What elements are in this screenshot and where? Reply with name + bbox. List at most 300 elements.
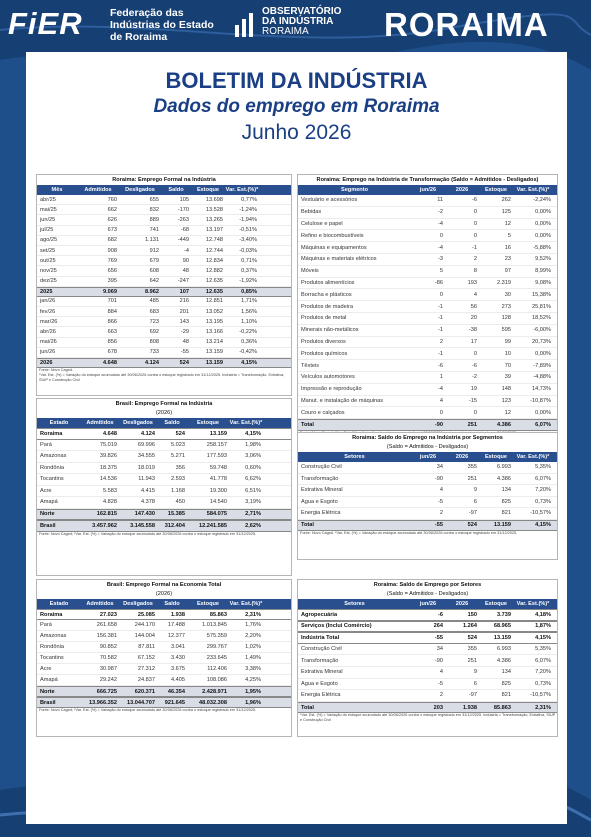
column-header: Setores (344, 601, 365, 607)
table-cell: 3.145.558 (130, 522, 155, 529)
table-cell: 48.032.308 (199, 699, 227, 706)
table-cell: 912 (149, 247, 159, 254)
t_rr_seg-subtitle: (Saldo = Admitidos - Desligados) (386, 444, 469, 450)
table-cell: Veículos automotores (301, 374, 355, 381)
table-row (298, 462, 557, 474)
obs-line: RORAIMA (262, 26, 309, 37)
table-cell: Rondônia (40, 644, 64, 650)
table-cell: 2 (439, 338, 443, 345)
table-cell: Transformação (301, 657, 339, 664)
table-cell: 13.166 (205, 329, 223, 336)
table-row (298, 644, 557, 656)
table-cell: 0,00% (535, 232, 551, 239)
table-cell: 12.748 (205, 237, 223, 244)
table-cell: 273 (501, 303, 511, 310)
table-cell: 2,62% (245, 522, 261, 529)
table-row (37, 609, 291, 620)
table-cell: 4.648 (103, 360, 117, 367)
table-cell: 0 (439, 291, 443, 298)
table-cell: 27.023 (99, 611, 117, 618)
fed-line: Indústrias do Estado (110, 19, 214, 31)
table-cell: Bebidas (301, 209, 322, 216)
table-cell: 12.834 (205, 257, 223, 264)
column-header: Admitidos (86, 420, 114, 426)
table-cell: -68 (180, 227, 189, 234)
table-cell: 8.962 (145, 288, 159, 295)
table-cell: 12.635 (205, 288, 223, 295)
table-cell: 866 (107, 318, 117, 325)
table-cell: 48 (182, 267, 189, 274)
column-header: jun/26 (419, 187, 437, 193)
table-cell: 8,99% (535, 268, 551, 275)
table-cell: 2.319 (497, 279, 511, 286)
table-cell: -449 (177, 237, 189, 244)
table-cell: Total (301, 522, 314, 529)
table-cell: 17.488 (167, 622, 185, 628)
table-cell: Agropecuária (301, 611, 338, 618)
table-cell: 4.828 (103, 499, 117, 506)
table-row (37, 428, 291, 440)
table-cell: 1.168 (171, 487, 185, 494)
table-cell: 1,95% (245, 688, 261, 695)
table-row (37, 358, 291, 368)
table-cell: -55 (434, 634, 443, 641)
table-row (37, 195, 291, 205)
table-cell: -0,03% (239, 247, 257, 254)
table-cell: ago/25 (40, 237, 58, 244)
table-cell: Celulose e papel (301, 220, 343, 227)
table-cell: 48 (182, 339, 189, 346)
t_br_eco-title: Brasil: Emprego Formal na Economia Total (106, 582, 222, 588)
column-header: Saldo (168, 187, 184, 193)
table-cell: -3,40% (239, 237, 257, 244)
table-cell: Minerais não-metálicos (301, 327, 359, 334)
table-cell: 608 (149, 267, 159, 274)
table-cell: 18.019 (137, 464, 155, 471)
t_br_ind-subtitle: (2026) (155, 410, 173, 416)
table-cell: 13.195 (205, 318, 223, 325)
table-cell: jan/26 (40, 298, 56, 305)
table-cell: 56 (470, 303, 477, 310)
observatory-name (262, 7, 341, 37)
table-row (298, 419, 557, 431)
table-cell: 123 (501, 397, 511, 404)
table-cell: Energia Elétrica (301, 510, 341, 517)
table-cell: 30 (504, 291, 511, 298)
table-cell: -1 (438, 350, 443, 357)
table-row (298, 667, 557, 679)
table-cell: 0 (473, 350, 477, 357)
table-cell: 15,38% (532, 291, 551, 298)
table-cell: 13.159 (205, 360, 223, 367)
table-row (298, 497, 557, 509)
column-header: jun/26 (419, 601, 437, 607)
table-cell: 0,00% (535, 350, 551, 357)
table-cell: Água e Esgoto (301, 680, 338, 687)
table-row (37, 246, 291, 256)
table-cell: 85.863 (493, 704, 511, 711)
table-cell: 264 (433, 623, 443, 630)
table-cell: 4.405 (171, 677, 185, 683)
table-cell: 97 (504, 268, 511, 275)
table-cell: 39 (504, 374, 511, 381)
table-cell: -1,24% (239, 206, 257, 213)
table-cell: -5 (438, 498, 443, 505)
table-cell: 701 (107, 298, 117, 305)
column-header: Var. Est.(%)* (225, 187, 259, 193)
table-cell: 1.264 (463, 623, 477, 630)
table-cell: 99 (504, 338, 511, 345)
table-row (298, 702, 557, 714)
table-row (298, 396, 557, 408)
table-cell: 355 (467, 646, 477, 653)
fed-line: Federação das (110, 7, 184, 19)
table-cell: 4 (439, 487, 443, 494)
table-cell: -90 (434, 422, 443, 429)
table-cell: 13.528 (205, 206, 223, 213)
table-cell: 262 (501, 197, 511, 204)
table-cell: Pará (40, 441, 52, 448)
table-footnote: Fonte: Novo Caged; *Var. Est. (%) = Variação do estoque acumulado até 30/06/2026 contra o estoque registrado em 31/12/2025. (39, 531, 257, 536)
table-cell: dez/25 (40, 278, 57, 285)
table-cell: 0,71% (241, 257, 257, 264)
table-cell: Construção Civil (301, 464, 342, 471)
table-cell: 656 (107, 267, 117, 274)
table-cell: Roraima (40, 611, 63, 618)
table-cell: abr/25 (40, 196, 56, 203)
table-row (37, 266, 291, 276)
table-cell: 105 (179, 196, 189, 203)
table-brazil-industry-states (36, 398, 292, 576)
table-cell: Extrativa Mineral (301, 669, 343, 676)
table-cell: 13.159 (493, 634, 511, 641)
table-cell: Refino e biocombustíveis (301, 232, 364, 239)
table-cell: 19.300 (209, 487, 227, 494)
table-cell: 0,60% (245, 464, 261, 471)
table-cell: 3.675 (171, 666, 185, 672)
table-cell: -10,57% (530, 692, 551, 699)
table-cell: Couro e calçados (301, 409, 345, 416)
table-cell: 12.851 (205, 298, 223, 305)
table-cell: -55 (180, 349, 189, 356)
table-roraima-sectors (297, 579, 558, 737)
table-row (37, 226, 291, 236)
column-header: Segmento (340, 187, 369, 193)
table-cell: nov/25 (40, 267, 57, 274)
t_rr_seg-header-row (298, 452, 557, 462)
table-row (298, 632, 557, 644)
table-cell: -4 (438, 386, 443, 393)
table-row (298, 325, 557, 337)
table-cell: 884 (107, 308, 117, 315)
observatory-logo-icon (232, 11, 258, 39)
table-cell: 12.241.585 (199, 522, 227, 529)
state-name: RORAIMA (384, 6, 549, 43)
t_rr_set-subtitle: (Saldo = Admitidos - Desligados) (386, 591, 469, 597)
table-cell: 24.837 (137, 677, 155, 683)
table-cell: 620.371 (134, 688, 155, 695)
table-cell: 108.086 (206, 677, 227, 683)
table-cell: -263 (177, 216, 189, 223)
table-cell: -38 (468, 327, 477, 334)
table-cell: 595 (501, 327, 511, 334)
table-cell: Norte (40, 688, 55, 695)
table-cell: Máquinas e materiais elétricos (301, 256, 377, 263)
column-header: Var. Est.(%)* (516, 187, 550, 193)
table-cell: 0,85% (241, 288, 257, 295)
table-cell: 14.536 (99, 476, 117, 483)
table-footnote: Fonte: Novo Caged; *Var. Est. (%) = Variação do estoque acumulado até 30/06/2026 contra o estoque registrado em 31/12/2025. (39, 708, 257, 712)
column-header: Setores (344, 454, 365, 460)
obs-line: DA INDÚSTRIA (262, 16, 334, 27)
table-cell: 244.170 (134, 622, 155, 628)
table-cell: 9,52% (535, 256, 551, 263)
table-cell: 70 (504, 362, 511, 369)
table-cell: 5,35% (535, 464, 551, 471)
table-cell: 1,96% (245, 699, 261, 706)
table-cell: 34 (436, 646, 443, 653)
table-cell: 3.739 (497, 611, 511, 618)
table-cell: 67.152 (137, 655, 155, 661)
t_br_eco-header-row (37, 599, 291, 609)
table-cell: 6.993 (497, 464, 511, 471)
table-row (37, 287, 291, 297)
table-cell: -6,00% (533, 327, 551, 334)
table-cell: 2 (439, 692, 443, 699)
table-cell: 25,81% (532, 303, 551, 310)
table-row (298, 313, 557, 325)
table-cell: Tocantins (40, 476, 64, 483)
column-header: Mês (51, 187, 63, 193)
table-cell: Brasil (40, 522, 56, 529)
column-header: Var. Est.(%)* (516, 601, 550, 607)
table-cell: 203 (433, 704, 443, 711)
column-header: Var. Est.(%)* (229, 420, 263, 426)
table-cell: Norte (40, 511, 55, 518)
table-cell: -247 (177, 278, 189, 285)
table-cell: Indústria Total (301, 634, 340, 641)
table-row (37, 338, 291, 348)
table-cell: 68.965 (493, 623, 511, 630)
table-cell: Serviços (Inclui Comércio) (301, 623, 372, 630)
table-cell: 4 (473, 291, 477, 298)
table-cell: 673 (107, 227, 117, 234)
table-row (37, 664, 291, 675)
table-cell: Água e Esgoto (301, 498, 338, 505)
table-cell: 59.748 (209, 464, 227, 471)
table-row (37, 317, 291, 327)
table-cell: 13.052 (205, 308, 223, 315)
table-footnote: Fonte: Novo Caged. (39, 368, 73, 373)
table-row (298, 485, 557, 497)
table-cell: 5 (507, 232, 511, 239)
table-cell: 2.593 (171, 476, 185, 483)
table-cell: -29 (180, 329, 189, 336)
table-row (298, 266, 557, 278)
table-row (37, 348, 291, 358)
table-cell: Pará (40, 622, 52, 628)
table-cell: 666.725 (96, 688, 117, 695)
table-cell: 0 (439, 232, 443, 239)
table-cell: -97 (468, 510, 477, 517)
table-cell: Amazonas (40, 453, 67, 460)
table-cell: 2 (439, 510, 443, 517)
table-cell: -0,42% (239, 349, 257, 356)
table-cell: Amazonas (40, 633, 67, 639)
table-cell: Amapá (40, 499, 58, 506)
table-row (37, 642, 291, 653)
column-header: Estoque (196, 187, 220, 193)
table-cell: 4.124 (141, 430, 155, 437)
table-row (298, 219, 557, 231)
table-row (37, 277, 291, 287)
table-cell: 524 (467, 634, 477, 641)
table-cell: 143 (179, 318, 189, 325)
table-row (298, 690, 557, 702)
table-cell: Produtos de madeira (301, 303, 353, 310)
table-cell: 683 (149, 308, 159, 315)
table-cell: -0,51% (239, 227, 257, 234)
table-row (298, 474, 557, 486)
table-cell: 679 (149, 257, 159, 264)
column-header: Estoque (484, 601, 508, 607)
table-cell: 299.767 (206, 644, 227, 650)
table-cell: 233.645 (206, 655, 227, 661)
table-cell: Amapá (40, 677, 58, 683)
table-cell: 485 (149, 298, 159, 305)
table-cell: -2,24% (533, 197, 551, 204)
t_seg-header-row (298, 185, 557, 195)
table-cell: 107 (179, 288, 189, 295)
table-cell: 1,49% (245, 655, 261, 661)
table-cell: mar/26 (40, 318, 58, 325)
table-cell: 6.993 (497, 646, 511, 653)
column-header: Saldo (164, 601, 180, 607)
table-cell: 682 (107, 237, 117, 244)
table-row (37, 297, 291, 307)
table-row (298, 301, 557, 313)
table-cell: 144.004 (134, 633, 155, 639)
table-cell: 12 (504, 220, 511, 227)
table-cell: 12.377 (167, 633, 185, 639)
table-cell: 1,71% (241, 298, 257, 305)
t_rr_set-header-row (298, 599, 557, 609)
table-cell: -4 (438, 220, 443, 227)
table-cell: Brasil (40, 699, 56, 706)
t_rr-title: Roraima: Emprego Formal na Indústria (112, 177, 216, 183)
table-cell: -4 (438, 244, 443, 251)
table-cell: Acre (40, 666, 52, 672)
table-cell: Produtos diversos (301, 338, 346, 345)
table-cell: 34 (436, 464, 443, 471)
table-cell: 2.428.971 (202, 688, 227, 695)
page-header (0, 0, 591, 52)
table-cell: 134 (501, 487, 511, 494)
column-header: Estoque (196, 601, 220, 607)
table-cell: 1 (439, 374, 443, 381)
table-cell: 2026 (40, 360, 53, 367)
column-header: Desligados (123, 420, 153, 426)
table-cell: 1,87% (535, 623, 551, 630)
column-header: Estoque (484, 454, 508, 460)
table-row (298, 360, 557, 372)
t_rr_seg-title: Roraima: Saldo do Emprego na Indústria por Segmentos (352, 435, 503, 441)
table-cell: 13.044.707 (127, 699, 155, 706)
table-cell: 692 (149, 329, 159, 336)
table-cell: -6 (472, 362, 477, 369)
table-cell: 150 (467, 611, 477, 618)
table-cell: 148 (501, 386, 511, 393)
table-cell: Acre (40, 487, 52, 494)
table-cell: 156.381 (96, 633, 117, 639)
table-cell: 5.271 (171, 453, 185, 460)
table-cell: 524 (179, 360, 189, 367)
table-cell: 8 (473, 268, 477, 275)
table-cell: 0,73% (535, 680, 551, 687)
table-row (37, 520, 291, 532)
fed-line: de Roraima (110, 31, 168, 43)
table-cell: 16 (504, 244, 511, 251)
column-header: Estoque (484, 187, 508, 193)
table-cell: -55 (434, 522, 443, 529)
table-cell: Móveis (301, 268, 319, 275)
table-cell: 0,00% (535, 409, 551, 416)
t_br_ind-header-row (37, 418, 291, 428)
table-cell: 1,02% (245, 644, 261, 650)
table-row (37, 215, 291, 225)
table-cell: 2025 (40, 288, 53, 295)
table-cell: 13.159 (209, 430, 227, 437)
table-cell: 4,15% (535, 634, 551, 641)
table-cell: 1,76% (245, 622, 261, 628)
table-row (37, 509, 291, 521)
table-cell: 3,06% (245, 453, 261, 460)
table-cell: -1 (438, 303, 443, 310)
table-cell: -86 (434, 279, 443, 286)
table-cell: Produtos alimentícios (301, 279, 355, 286)
table-cell: 575.359 (206, 633, 227, 639)
table-cell: 261.658 (96, 622, 117, 628)
table-cell: -5,88% (533, 244, 551, 251)
table-cell: 14.540 (209, 499, 227, 506)
table-cell: 769 (107, 257, 117, 264)
table-cell: 5.023 (171, 441, 185, 448)
table-cell: 0 (473, 409, 477, 416)
table-cell: 2,31% (245, 611, 261, 618)
t_br_eco-subtitle: (2026) (155, 591, 173, 597)
table-cell: Borracha e plásticos (301, 291, 352, 298)
column-header: Var. Est.(%)* (229, 601, 263, 607)
table-cell: 11.943 (138, 476, 155, 483)
table-cell: 0,00% (535, 220, 551, 227)
table-cell: Produtos de metal (301, 315, 347, 322)
column-header: Estado (49, 601, 69, 607)
table-row (37, 307, 291, 317)
table-cell: 450 (175, 499, 185, 506)
table-cell: 13.197 (205, 227, 223, 234)
table-cell: 90.852 (99, 644, 117, 650)
table-cell: -2 (438, 209, 443, 216)
table-cell: 5 (439, 268, 443, 275)
table-cell: 584.075 (206, 511, 227, 518)
table-cell: Impressão e reprodução (301, 386, 362, 393)
table-cell: -1,94% (239, 216, 257, 223)
table-footnote: *Var. Est. (%) = Variação do estoque acumulado até 30/06/2026 contra o estoque registrado em 31/12/2025. Indústria = Transformação, Extrativa, SIUP e Construção Civil (39, 373, 285, 383)
table-cell: 18,52% (532, 315, 551, 322)
table-cell: -97 (468, 692, 477, 699)
table-cell: 6,07% (535, 657, 551, 664)
table-row (37, 675, 291, 686)
